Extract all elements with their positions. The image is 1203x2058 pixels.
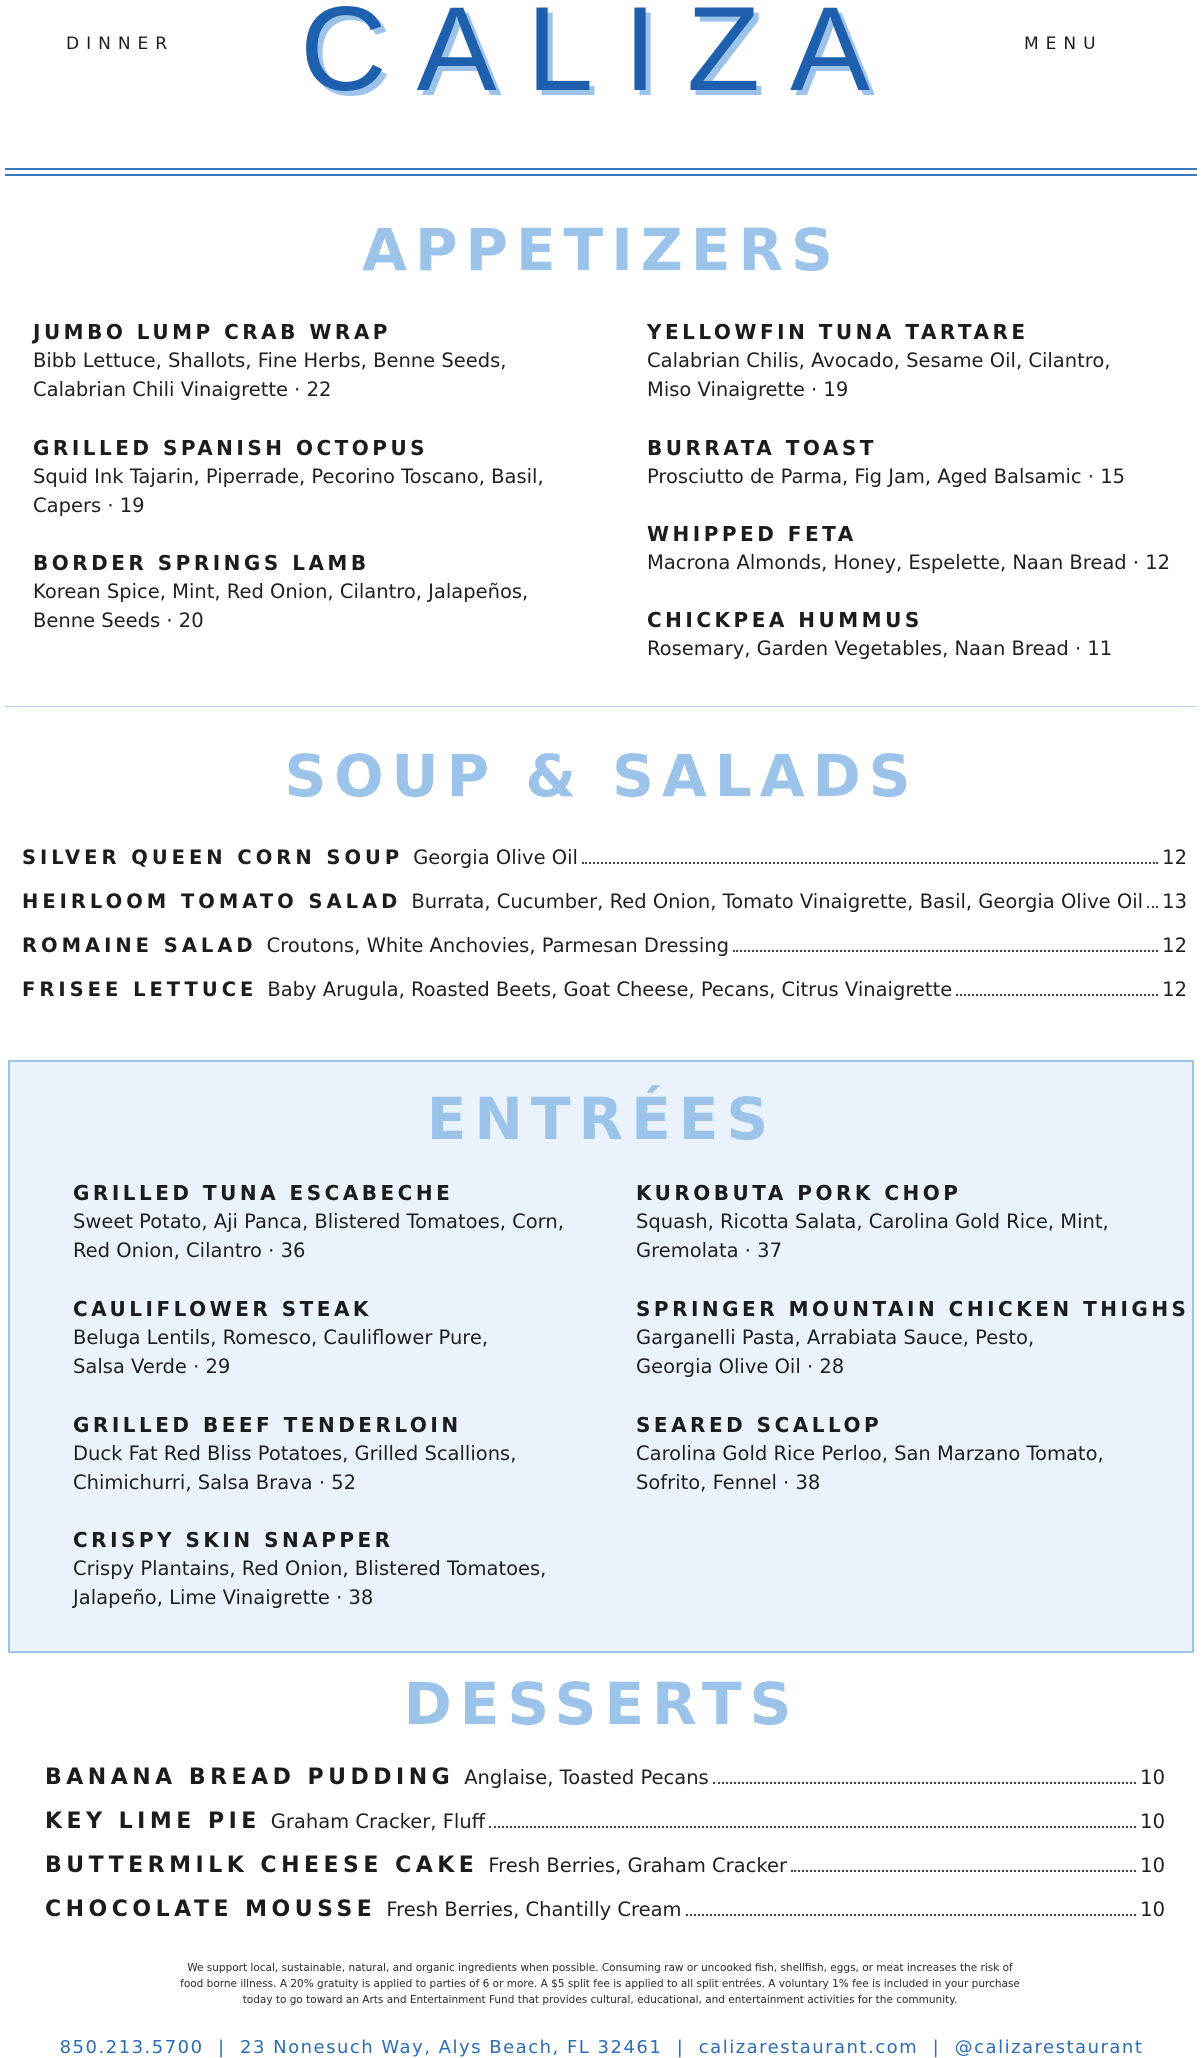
- appetizers-title: APPETIZERS: [362, 216, 841, 284]
- fine-print-line: today to go toward an Arts and Entertainment Fund that provides cultural, educational, and entertainment activities for the community.: [242, 1994, 958, 2006]
- item-description: Carolina Gold Rice Perloo, San Marzano Tomato, Sofrito, Fennel · 38: [636, 1442, 1104, 1494]
- desserts-title: DESSERTS: [403, 1670, 800, 1738]
- entree-item: [636, 1295, 1196, 1381]
- section-divider: [5, 706, 1197, 707]
- entree-item: [636, 1179, 1196, 1265]
- appetizer-item: [647, 606, 1203, 663]
- item-description: Fresh Berries, Chantilly Cream: [386, 1898, 682, 1921]
- item-price: 10: [1140, 1898, 1165, 1921]
- list-item: [45, 1765, 1165, 1795]
- appetizer-item: [647, 434, 1203, 491]
- contact-info[interactable]: 850.213.5700 | 23 Nonesuch Way, Alys Beach, FL 32461 | calizarestaurant.com | @calizarestaurant: [59, 2037, 1144, 2058]
- item-name: GRILLED TUNA ESCABECHE: [73, 1181, 454, 1205]
- fine-print-line: We support local, sustainable, natural, and organic ingredients when possible. Consuming raw or uncooked fish, shellfish, eggs, or meat increases the risk of: [187, 1962, 1013, 1974]
- item-price: 10: [1140, 1766, 1165, 1789]
- list-item: [45, 1853, 1165, 1883]
- list-item: [22, 978, 1187, 1008]
- list-item: [22, 934, 1187, 964]
- header-dinner-label: DINNER: [66, 34, 175, 54]
- entrees-title: ENTRÉES: [426, 1085, 777, 1153]
- item-description: Burrata, Cucumber, Red Onion, Tomato Vinaigrette, Basil, Georgia Olive Oil: [411, 890, 1144, 913]
- appetizer-item: [33, 549, 593, 635]
- appetizer-item: [647, 520, 1203, 577]
- appetizer-item: [33, 434, 593, 520]
- header-rule-bottom: [5, 174, 1197, 176]
- dot-leader: [686, 1914, 1137, 1916]
- item-name: JUMBO LUMP CRAB WRAP: [33, 320, 391, 344]
- dot-leader: [956, 994, 1158, 996]
- item-name: WHIPPED FETA: [647, 522, 857, 546]
- item-price: 12: [1162, 934, 1187, 957]
- item-description: Anglaise, Toasted Pecans: [464, 1766, 709, 1789]
- item-description: Calabrian Chilis, Avocado, Sesame Oil, Cilantro, Miso Vinaigrette · 19: [647, 349, 1111, 401]
- desserts-list: [45, 1765, 1165, 1927]
- item-name: BURRATA TOAST: [647, 436, 877, 460]
- item-name: KEY LIME PIE: [45, 1809, 261, 1834]
- item-description: Beluga Lentils, Romesco, Cauliflower Pure, Salsa Verde · 29: [73, 1326, 489, 1378]
- item-description: Baby Arugula, Roasted Beets, Goat Cheese, Pecans, Citrus Vinaigrette: [267, 978, 953, 1001]
- item-description: Sweet Potato, Aji Panca, Blistered Tomatoes, Corn, Red Onion, Cilantro · 36: [73, 1210, 564, 1262]
- appetizer-item: [647, 318, 1203, 404]
- entree-item: [636, 1411, 1196, 1497]
- header-menu-label: MENU: [1024, 34, 1103, 54]
- item-name: SEARED SCALLOP: [636, 1413, 883, 1437]
- entree-item: [73, 1295, 633, 1381]
- item-description: Duck Fat Red Bliss Potatoes, Grilled Scallions, Chimichurri, Salsa Brava · 52: [73, 1442, 517, 1494]
- item-name: YELLOWFIN TUNA TARTARE: [647, 320, 1029, 344]
- item-description: Fresh Berries, Graham Cracker: [488, 1854, 787, 1877]
- dot-leader: [791, 1870, 1136, 1872]
- item-name: BANANA BREAD PUDDING: [45, 1765, 455, 1790]
- item-price: 10: [1140, 1810, 1165, 1833]
- item-name: BORDER SPRINGS LAMB: [33, 551, 370, 575]
- item-description: Croutons, White Anchovies, Parmesan Dressing: [266, 934, 729, 957]
- fine-print-line: food borne illness. A 20% gratuity is applied to parties of 6 or more. A $5 split fee is applied to all split entrées. A voluntary 1% fee is included in your purchase: [180, 1978, 1020, 1990]
- item-name: SPRINGER MOUNTAIN CHICKEN THIGHS: [636, 1297, 1190, 1321]
- item-description: Squid Ink Tajarin, Piperrade, Pecorino Toscano, Basil, Capers · 19: [33, 465, 544, 517]
- header-rule-top: [5, 168, 1197, 170]
- item-name: SILVER QUEEN CORN SOUP: [22, 846, 404, 869]
- soups-title: SOUP & SALADS: [284, 742, 919, 810]
- item-name: GRILLED BEEF TENDERLOIN: [73, 1413, 462, 1437]
- item-description: Bibb Lettuce, Shallots, Fine Herbs, Benne Seeds, Calabrian Chili Vinaigrette · 22: [33, 349, 507, 401]
- item-description: Prosciutto de Parma, Fig Jam, Aged Balsamic · 15: [647, 465, 1126, 488]
- entree-item: [73, 1179, 633, 1265]
- entree-item: [73, 1526, 633, 1612]
- item-name: CRISPY SKIN SNAPPER: [73, 1528, 394, 1552]
- item-description: Macrona Almonds, Honey, Espelette, Naan Bread · 12: [647, 551, 1171, 574]
- item-name: FRISEE LETTUCE: [22, 978, 258, 1001]
- item-description: Georgia Olive Oil: [413, 846, 578, 869]
- dot-leader: [489, 1826, 1136, 1828]
- item-price: 12: [1162, 846, 1187, 869]
- list-item: [45, 1897, 1165, 1927]
- list-item: [22, 890, 1187, 920]
- dot-leader: [733, 950, 1158, 952]
- item-name: CHOCOLATE MOUSSE: [45, 1897, 377, 1922]
- item-name: CAULIFLOWER STEAK: [73, 1297, 372, 1321]
- item-name: ROMAINE SALAD: [22, 934, 257, 957]
- restaurant-logo: CALIZA: [299, 0, 901, 116]
- dot-leader: [713, 1782, 1136, 1784]
- item-description: Garganelli Pasta, Arrabiata Sauce, Pesto, Georgia Olive Oil · 28: [636, 1326, 1035, 1378]
- item-description: Rosemary, Garden Vegetables, Naan Bread · 11: [647, 637, 1113, 660]
- item-name: BUTTERMILK CHEESE CAKE: [45, 1853, 479, 1878]
- dot-leader: [1147, 906, 1158, 908]
- dot-leader: [582, 862, 1158, 864]
- item-price: 10: [1140, 1854, 1165, 1877]
- item-name: HEIRLOOM TOMATO SALAD: [22, 890, 402, 913]
- list-item: [45, 1809, 1165, 1839]
- item-name: CHICKPEA HUMMUS: [647, 608, 923, 632]
- fine-print: [150, 1960, 1050, 2008]
- item-description: Graham Cracker, Fluff: [270, 1810, 486, 1833]
- soups-list: [22, 846, 1187, 1008]
- appetizer-item: [33, 318, 593, 404]
- entree-item: [73, 1411, 633, 1497]
- list-item: [22, 846, 1187, 876]
- item-price: 12: [1162, 978, 1187, 1001]
- item-description: Korean Spice, Mint, Red Onion, Cilantro, Jalapeños, Benne Seeds · 20: [33, 580, 529, 632]
- item-name: GRILLED SPANISH OCTOPUS: [33, 436, 429, 460]
- item-name: KUROBUTA PORK CHOP: [636, 1181, 962, 1205]
- item-description: Crispy Plantains, Red Onion, Blistered Tomatoes, Jalapeño, Lime Vinaigrette · 38: [73, 1557, 547, 1609]
- item-price: 13: [1162, 890, 1187, 913]
- item-description: Squash, Ricotta Salata, Carolina Gold Rice, Mint, Gremolata · 37: [636, 1210, 1109, 1262]
